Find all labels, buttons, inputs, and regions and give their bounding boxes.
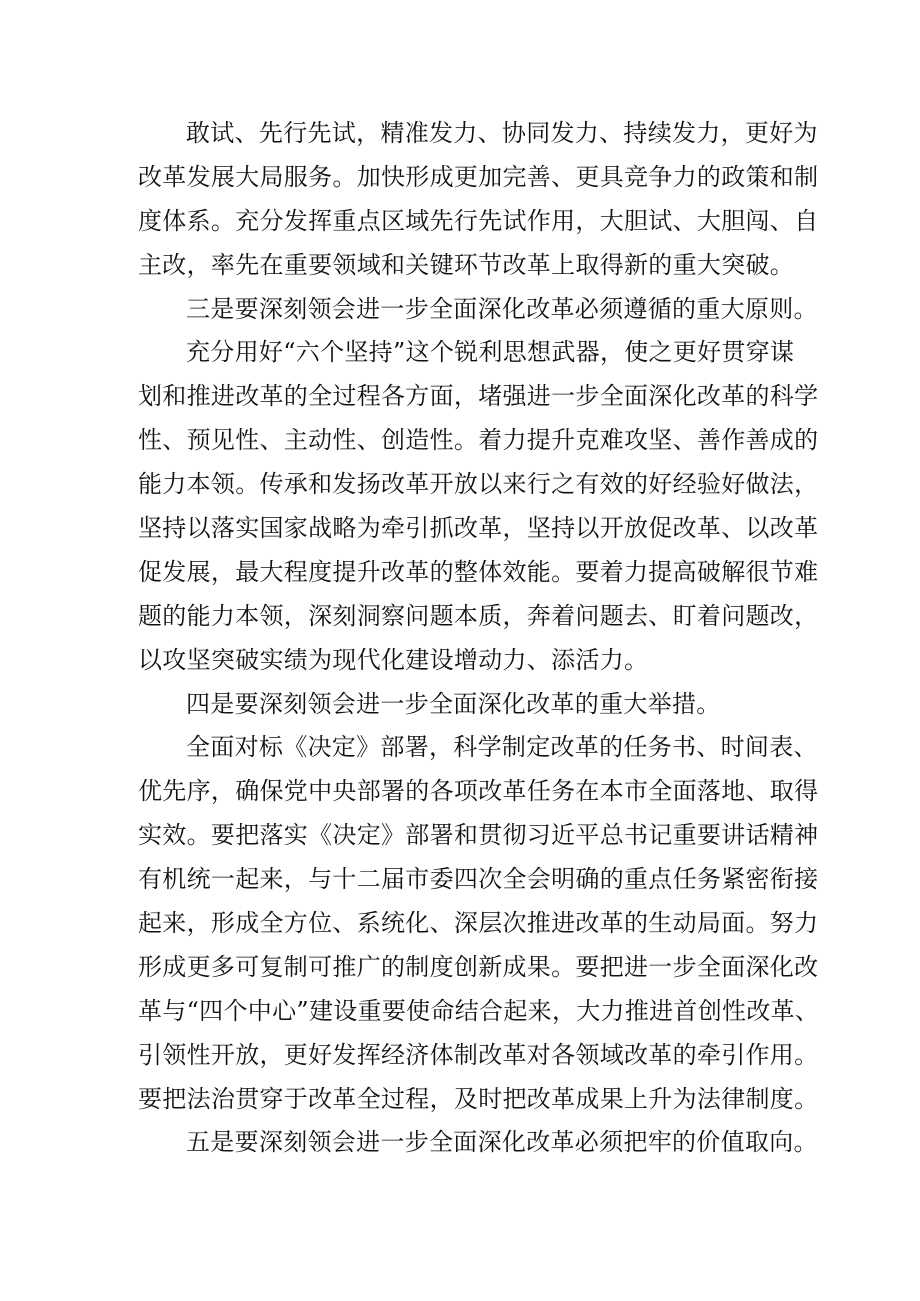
paragraph-line: 形成更多可复制可推广的制度创新成果。要把进一步全面深化改 — [138, 952, 819, 981]
paragraph-line: 有机统一起来，与十二届市委四次全会明确的重点任务紧密衔接 — [138, 865, 819, 894]
paragraph-line: 能力本领。传承和发扬改革开放以来行之有效的好经验好做法， — [138, 470, 819, 499]
body-text — [138, 112, 820, 1165]
paragraph-line: 要把法治贯穿于改革全过程，及时把改革成果上升为法律制度。 — [138, 1084, 819, 1113]
paragraph-line: 革与“四个中心”建设重要使命结合起来，大力推进首创性改革、 — [138, 996, 820, 1025]
paragraph-line: 引领性开放，更好发挥经济体制改革对各领域改革的牵引作用。 — [138, 1040, 819, 1069]
paragraph-first-line: 五是要深刻领会进一步全面深化改革必须把牢的价值取向。 — [186, 1128, 818, 1157]
paragraph-line: 度体系。充分发挥重点区域先行先试作用，大胆试、大胆闯、自 — [138, 206, 819, 235]
paragraph-first-line: 敢试、先行先试，精准发力、协同发力、持续发力，更好为 — [186, 119, 818, 147]
paragraph-line: 优先序，确保党中央部署的各项改革任务在本市全面落地、取得 — [138, 777, 819, 806]
paragraph-line: 促发展，最大程度提升改革的整体效能。要着力提高破解很节难 — [138, 557, 819, 586]
paragraph-line: 性、预见性、主动性、创造性。着力提升克难攻坚、善作善成的 — [138, 426, 819, 455]
paragraph-line: 主改，率先在重要领域和关键环节改革上取得新的重大突破。 — [138, 250, 795, 279]
paragraph-first-line: 全面对标《决定》部署，科学制定改革的任务书、时间表、 — [186, 733, 818, 762]
paragraph-line: 坚持以落实国家战略为牵引抓改革，坚持以开放促改革、以改革 — [138, 514, 819, 543]
paragraph-line: 实效。要把落实《决定》部署和贯彻习近平总书记重要讲话精神 — [138, 821, 819, 850]
paragraph-line: 改革发展大局服务。加快形成更加完善、更具竞争力的政策和制 — [138, 162, 819, 191]
paragraph-first-line: 三是要深刻领会进一步全面深化改革必须遵循的重大原则。 — [186, 294, 818, 323]
paragraph-first-line: 四是要深刻领会进一步全面深化改革的重大举措。 — [186, 689, 721, 718]
paragraph-line: 划和推进改革的全过程各方面，堵强进一步全面深化改革的科学 — [138, 382, 819, 411]
paragraph-line: 起来，形成全方位、系统化、深层次推进改革的生动局面。努力 — [138, 909, 819, 938]
paragraph-first-line: 充分用好“六个坚持”这个锐利思想武器，使之更好贯穿谋 — [186, 338, 795, 367]
paragraph-line: 以攻坚突破实绩为现代化建设增动力、添活力。 — [138, 645, 649, 674]
paragraph-line: 题的能力本领，深刻洞察问题本质，奔着问题去、盯着问题改， — [138, 601, 819, 630]
